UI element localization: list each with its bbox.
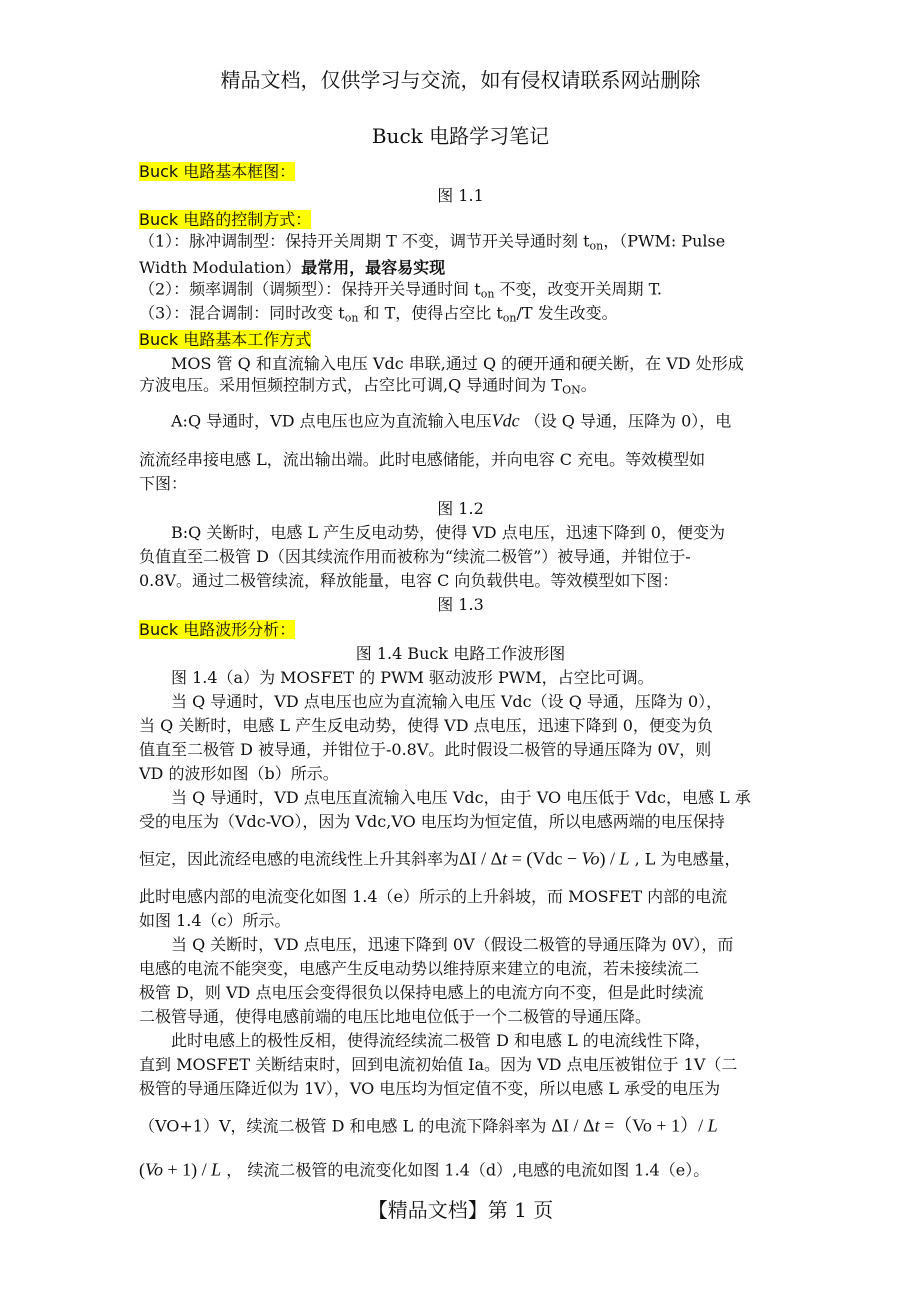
text-run: A:Q 导通时，VD 点电压也应为直流输入电压 [171, 411, 492, 431]
formula-text: Vdc [491, 410, 520, 431]
text-run: 值直至二极管 D 被导通，并钳位于-0.8V。此时假设二极管的导通压降为 0V，则 [139, 740, 712, 759]
paragraph-line [139, 279, 782, 306]
text-run: 受的电压为（Vdc-VO），因为 Vdc,VO 电压均为恒定值，所以电感两端的电压保持 [139, 812, 725, 831]
text-run: 图 1.4（a）为 MOSFET 的 PWM 驱动波形 PWM，占空比可调。 [171, 668, 654, 687]
highlighted-text: Buck 电路的控制方式： [139, 210, 312, 229]
text-run: 二极管导通，使得电感前端的电压比地电位低于一个二极管的导通压降。 [139, 1007, 652, 1026]
figure-caption [139, 185, 782, 207]
text-run: 此时电感上的极性反相，使得流经续流二极管 D 和电感 L 的电流线性下降， [171, 1031, 711, 1050]
text-run: B:Q 关断时，电感 L 产生反电动势，使得 VD 点电压，迅速下降到 0，便变为 [171, 523, 725, 542]
subscript: on [502, 311, 517, 325]
formula-text: L [211, 1159, 222, 1180]
text-run: 当 Q 导通时，VD 点电压直流输入电压 Vdc，由于 VO 电压低于 Vdc，电感 L 承 [171, 788, 751, 807]
text-run: VD 的波形如图（b）所示。 [139, 764, 339, 783]
text-run: , L 为电感量， [629, 849, 741, 869]
paragraph-line [139, 546, 782, 568]
text-run: MOS 管 Q 和直流输入电压 Vdc 串联,通过 Q 的硬开通和硬关断，在 VD 处形成 [171, 354, 744, 373]
subscript: on [344, 311, 359, 325]
paragraph-line [139, 934, 782, 956]
formula-text: t [502, 848, 508, 869]
text-run: 图 1.3 [437, 595, 484, 614]
formula-text: = (Vdc − [507, 848, 582, 869]
section-heading [139, 161, 782, 183]
section-heading [139, 209, 782, 231]
text-run: 直到 MOSFET 关断结束时，回到电流初始值 Ia。因为 VD 点电压被钳位于 1V（二 [139, 1055, 738, 1074]
highlighted-text: Buck 电路基本工作方式 [139, 330, 312, 349]
paragraph-line [139, 473, 782, 495]
paragraph-line [139, 522, 782, 544]
section-heading [139, 619, 782, 641]
formula-text: =（Vo + 1）/ [599, 1115, 708, 1136]
paragraph-line [139, 667, 782, 689]
formula-text: t [594, 1115, 600, 1136]
text-run: 0.8V。通过二极管续流，释放能量，电容 C 向负载供电。等效模型如下图： [139, 571, 679, 590]
text-run: 当 Q 关断时，电感 L 产生反电动势，使得 VD 点电压，迅速下降到 0，便变为负 [139, 716, 713, 735]
text-run: 下图： [139, 474, 188, 493]
paragraph-line [139, 715, 782, 737]
text-run: 此时电感内部的电流变化如图 1.4（e）所示的上升斜坡，而 MOSFET 内部的电流 [139, 887, 728, 906]
paragraph-line [139, 1054, 782, 1076]
figure-caption [139, 498, 782, 520]
formula-text: Vo [581, 848, 600, 869]
text-run: （2）：频率调制（调频型）：保持开关导通时间 t [139, 279, 481, 299]
text-run: ， 续流二极管的电流变化如图 1.4（d）,电感的电流如图 1.4（e）。 [221, 1160, 710, 1180]
document-title: Buck 电路学习笔记 [371, 124, 550, 148]
text-run: 图 1.2 [437, 499, 484, 518]
paragraph-line [139, 1030, 782, 1052]
text-run: 电感的电流不能突变，电感产生反电动势以维持原来建立的电流，若未接续流二 [139, 959, 700, 978]
text-run: ，（PWM: Pulse [603, 231, 726, 251]
figure-caption [139, 643, 782, 665]
text-run: （1）：脉冲调制型：保持开关周期 T 不变，调节开关导通时刻 t [139, 231, 590, 251]
text-run: 不变，改变开关周期 T. [494, 279, 663, 299]
paragraph-line [139, 886, 782, 908]
text-run: （VO+1）V，续流二极管 D 和电感 L 的电流下降斜率为 [139, 1116, 552, 1136]
paragraph-line [139, 1078, 782, 1100]
figure-caption [139, 594, 782, 616]
text-run: （3）：混合调制：同时改变 t [139, 303, 345, 323]
text-run: /T 发生改变。 [516, 303, 618, 323]
text-run: 当 Q 关断时，VD 点电压，迅速下降到 0V（假设二极管的导通压降为 0V），而 [171, 935, 734, 954]
paragraph-line [139, 231, 782, 258]
text-run: 极管的导通压降近似为 1V），VO 电压均为恒定值不变，所以电感 L 承受的电压为 [139, 1079, 721, 1098]
formula-text: ΔI / Δ [459, 848, 503, 869]
text-run: 和 T，使得占空比 t [358, 303, 503, 323]
subscript: on [480, 287, 495, 301]
paragraph-line [139, 410, 782, 433]
subscript: ON [562, 383, 581, 397]
section-heading [139, 329, 782, 351]
paragraph-line [139, 910, 782, 932]
paragraph-line [139, 958, 782, 980]
formula-text: ΔI / Δ [551, 1115, 595, 1136]
paragraph-line [139, 811, 782, 833]
text-run: 方波电压。采用恒频控制方式，占空比可调,Q 导通时间为 T [139, 375, 563, 395]
text-run: （设 Q 导通，压降为 0），电 [519, 411, 732, 431]
paragraph-line [139, 257, 782, 279]
paragraph-line [139, 1006, 782, 1028]
text-run: Width Modulation） [139, 258, 302, 277]
text-run: 如图 1.4（c）所示。 [139, 911, 291, 930]
paragraph-line [139, 1159, 782, 1182]
formula-text: Vo [145, 1159, 163, 1180]
text-run: 当 Q 导通时，VD 点电压也应为直流输入电压 Vdc（设 Q 导通，压降为 0）， [171, 692, 723, 711]
paragraph-line [139, 303, 782, 330]
page-header-watermark: 精品文档，仅供学习与交流，如有侵权请联系网站删除 [220, 68, 701, 92]
paragraph-line [139, 848, 782, 871]
formula-text: L [619, 848, 630, 869]
paragraph-line [139, 787, 782, 809]
page-footer: 【精品文档】第 1 页 [367, 1198, 554, 1222]
formula-text: + 1) / [163, 1159, 212, 1180]
formula-text: ) / [599, 848, 620, 869]
highlighted-text: Buck 电路波形分析： [139, 620, 296, 639]
formula-text: L [707, 1115, 718, 1136]
text-run: 图 1.4 Buck 电路工作波形图 [355, 644, 566, 663]
text-run: 恒定，因此流经电感的电流线性上升其斜率为 [139, 849, 460, 869]
formula-text: ( [139, 1159, 145, 1180]
paragraph-line [139, 353, 782, 375]
paragraph-line [139, 691, 782, 713]
text-run: 最常用，最容易实现 [301, 258, 446, 277]
text-run: 图 1.1 [437, 186, 484, 205]
paragraph-line [139, 375, 782, 402]
paragraph-line [139, 982, 782, 1004]
paragraph-line [139, 449, 782, 471]
paragraph-line [139, 763, 782, 785]
paragraph-line [139, 570, 782, 592]
text-run: 负值直至二极管 D（因其续流作用而被称为“续流二极管”）被导通，并钳位于- [139, 547, 691, 566]
text-run: 极管 D，则 VD 点电压会变得很负以保持电感上的电流方向不变，但是此时续流 [139, 983, 704, 1002]
text-run: 流流经串接电感 L，流出输出端。此时电感储能，并向电容 C 充电。等效模型如 [139, 450, 706, 469]
paragraph-line [139, 739, 782, 761]
highlighted-text: Buck 电路基本框图： [139, 162, 296, 181]
text-run: 。 [580, 375, 597, 395]
subscript: on [589, 239, 604, 253]
paragraph-line [139, 1115, 782, 1138]
